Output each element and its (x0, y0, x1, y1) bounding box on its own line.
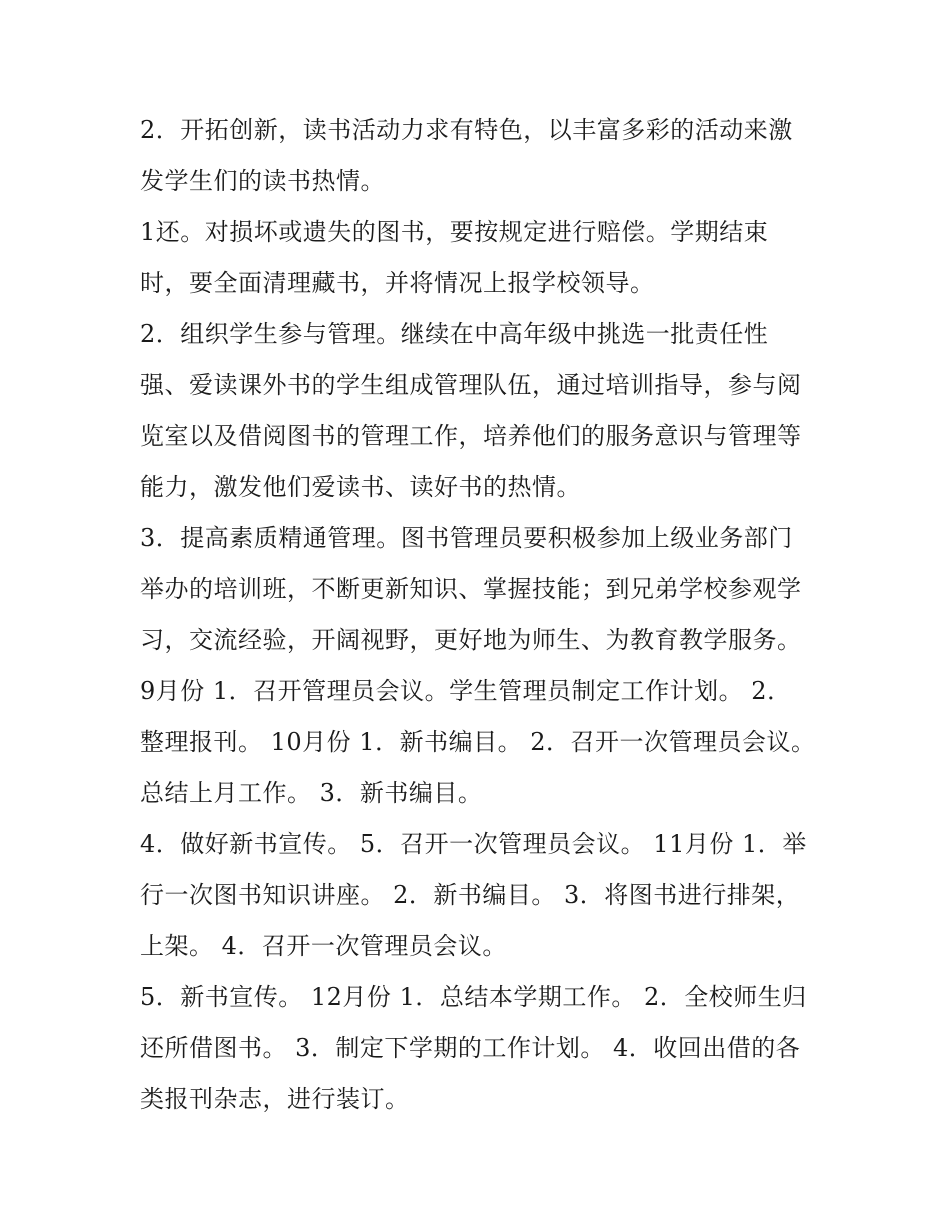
text-line: 2．组织学生参与管理。继续在中高年级中挑选一批责任性 (140, 320, 769, 348)
text-line: 行一次图书知识讲座。 2．新书编目。 3．将图书进行排架， (140, 881, 801, 909)
text-line: 3．提高素质精通管理。图书管理员要积极参加上级业务部门 (140, 524, 793, 552)
text-line: 类报刊杂志，进行装订。 (140, 1085, 410, 1113)
document-body (140, 105, 820, 1125)
text-line: 整理报刊。 10月份 1．新书编目。 2．召开一次管理员会议。 (140, 728, 816, 756)
text-line: 发学生们的读书热情。 (140, 167, 385, 195)
text-line: 举办的培训班，不断更新知识、掌握技能；到兄弟学校参观学 (140, 575, 802, 603)
text-line: 4．做好新书宣传。 5．召开一次管理员会议。 11月份 1．举 (140, 830, 807, 858)
text-line: 能力，激发他们爱读书、读好书的热情。 (140, 473, 581, 501)
text-line: 9月份 1．召开管理员会议。学生管理员制定工作计划。 2． (140, 677, 792, 705)
text-line: 还所借图书。 3．制定下学期的工作计划。 4．收回出借的各 (140, 1034, 801, 1062)
text-line: 1还。对损坏或遗失的图书，要按规定进行赔偿。学期结束 (140, 218, 769, 246)
text-line: 强、爱读课外书的学生组成管理队伍，通过培训指导，参与阅 (140, 371, 802, 399)
text-line: 5．新书宣传。 12月份 1．总结本学期工作。 2．全校师生归 (140, 983, 807, 1011)
text-line: 总结上月工作。 3．新书编目。 (140, 779, 483, 807)
text-line: 2．开拓创新，读书活动力求有特色，以丰富多彩的活动来激 (140, 116, 793, 144)
text-line: 上架。 4．召开一次管理员会议。 (140, 932, 507, 960)
text-line: 习，交流经验，开阔视野，更好地为师生、为教育教学服务。 (140, 626, 802, 654)
text-line: 时，要全面清理藏书，并将情况上报学校领导。 (140, 269, 655, 297)
text-line: 览室以及借阅图书的管理工作，培养他们的服务意识与管理等 (140, 422, 802, 450)
